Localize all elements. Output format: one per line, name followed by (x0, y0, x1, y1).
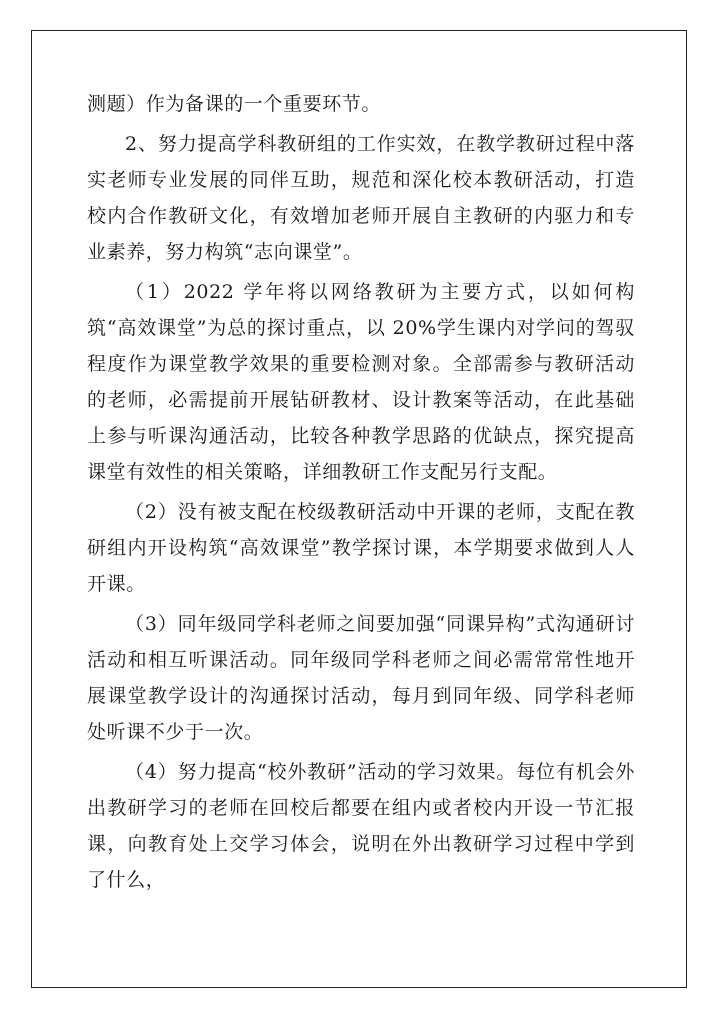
document-body (87, 86, 635, 902)
paragraph-item-2-3: （3）同年级同学科老师之间要加强“同课异构”式沟通研讨活动和相互听课活动。同年级同学科老师之间必需常常性地开展课堂教学设计的沟通探讨活动，每月到同年级、同学科老师处听课不少于一次。 (87, 613, 635, 743)
paragraph-item-2-1: （1）2022 学年将以网络教研为主要方式，以如何构筑“高效课堂”为总的探讨重点，以 20%学生课内对学问的驾驭程度作为课堂教学效果的重要检测对象。全部需参与教研活动的老师，必需提前开展钻研教材、设计教案等活动，在此基础上参与听课沟通活动，比较各种教学思路的优缺点，探究提高课堂有效性的相关策略，详细教研工作支配另行支配。 (87, 281, 635, 483)
paragraph-item-2: 2、努力提高学科教研组的工作实效，在教学教研过程中落实老师专业发展的同伴互助，规范和深化校本教研活动，打造校内合作教研文化，有效增加老师开展自主教研的内驱力和专业素养，努力构筑“志向课堂”。 (87, 133, 635, 263)
paragraph-item-2-4: （4）努力提高“校外教研”活动的学习效果。每位有机会外出教研学习的老师在回校后都要在组内或者校内开设一节汇报课，向教育处上交学习体会，说明在外出教研学习过程中学到了什么， (87, 761, 635, 891)
paragraph-continuation: 测题）作为备课的一个重要环节。 (87, 93, 382, 115)
paragraph-item-2-2: （2）没有被支配在校级教研活动中开课的老师，支配在教研组内开设构筑“高效课堂”教学探讨课，本学期要求做到人人开课。 (87, 501, 635, 595)
